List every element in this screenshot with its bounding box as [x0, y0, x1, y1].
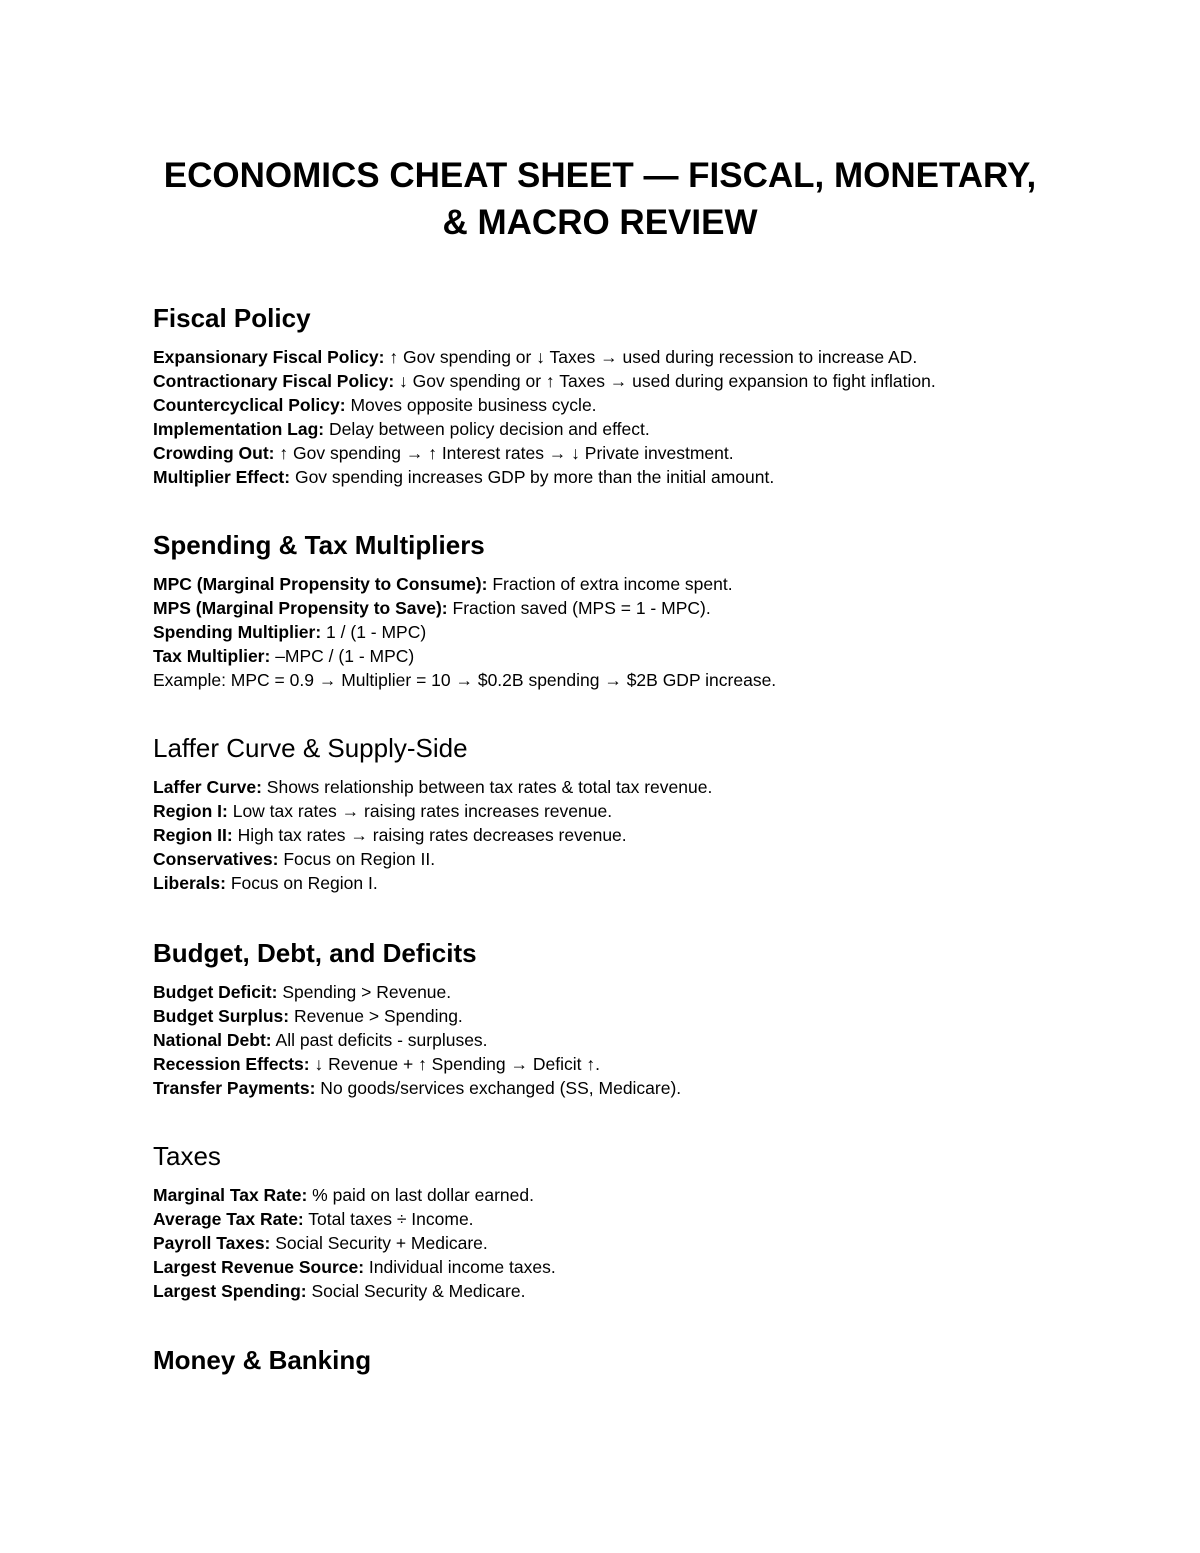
definition: Low tax rates → raising rates increases revenue.	[227, 800, 613, 821]
definition-line	[153, 872, 1113, 896]
section-money-banking	[153, 1344, 1113, 1376]
term: National Debt:	[153, 1029, 272, 1050]
term: Recession Effects:	[153, 1053, 310, 1074]
section-heading: Money & Banking	[153, 1345, 372, 1375]
definition-line	[153, 981, 1113, 1005]
definition-line	[153, 848, 1113, 872]
definition-line	[153, 394, 1113, 418]
definition: Fraction saved (MPS = 1 - MPC).	[447, 597, 711, 618]
term: Crowding Out:	[153, 442, 275, 463]
definition: Shows relationship between tax rates & total tax revenue.	[261, 777, 713, 797]
definition-line	[153, 1053, 1113, 1077]
definition-line	[153, 418, 1113, 442]
term: Implementation Lag:	[153, 418, 325, 439]
title-line-1: ECONOMICS CHEAT SHEET — FISCAL, MONETARY,	[163, 156, 1037, 195]
definition-line	[153, 621, 1113, 645]
term: MPC (Marginal Propensity to Consume):	[153, 574, 488, 594]
definition-line	[153, 370, 1113, 394]
page-title	[100, 152, 1100, 246]
definition: 1 / (1 - MPC)	[321, 621, 427, 642]
definition: % paid on last dollar earned.	[307, 1185, 534, 1205]
term: Expansionary Fiscal Policy:	[153, 347, 385, 367]
term: Region I:	[153, 800, 228, 821]
definition: ↓ Gov spending or ↑ Taxes → used during expansion to fight inflation.	[394, 370, 936, 391]
section-budget-debt-deficits	[153, 937, 1113, 1101]
term: Liberals:	[153, 872, 226, 893]
definition-line	[153, 1256, 1113, 1280]
term: Budget Deficit:	[153, 982, 278, 1002]
definition: Delay between policy decision and effect.	[324, 418, 650, 439]
definition-line	[153, 1208, 1113, 1232]
definition-line	[153, 776, 1113, 800]
section-heading: Laffer Curve & Supply-Side	[153, 733, 468, 763]
definition-line	[153, 346, 1113, 370]
term: Budget Surplus:	[153, 1005, 290, 1026]
term: Countercyclical Policy:	[153, 394, 346, 415]
term: Multiplier Effect:	[153, 466, 291, 487]
example-text: Example: MPC = 0.9 → Multiplier = 10 → $0.2B spending → $2B GDP increase.	[153, 669, 777, 690]
term: Conservatives:	[153, 848, 279, 869]
definition-line	[153, 1280, 1113, 1304]
definition-line	[153, 824, 1113, 848]
section-taxes	[153, 1140, 1113, 1304]
section-heading: Budget, Debt, and Deficits	[153, 938, 477, 968]
definition: No goods/services exchanged (SS, Medicare).	[315, 1077, 682, 1098]
definition-line	[153, 800, 1113, 824]
section-fiscal-policy	[153, 302, 1113, 489]
definition-line	[153, 597, 1113, 621]
term: Laffer Curve:	[153, 777, 262, 797]
definition: Individual income taxes.	[364, 1256, 556, 1277]
example-line	[153, 669, 1113, 693]
definition: Fraction of extra income spent.	[487, 574, 733, 594]
definition-line	[153, 645, 1113, 669]
term: Payroll Taxes:	[153, 1232, 271, 1253]
definition: High tax rates → raising rates decreases revenue.	[232, 824, 627, 845]
definition-line	[153, 466, 1113, 490]
term: Largest Revenue Source:	[153, 1256, 365, 1277]
title-line-2: & MACRO REVIEW	[442, 203, 758, 242]
definition: Moves opposite business cycle.	[345, 394, 597, 415]
term: Marginal Tax Rate:	[153, 1185, 308, 1205]
definition: All past deficits - surpluses.	[271, 1029, 488, 1050]
section-heading: Spending & Tax Multipliers	[153, 530, 485, 560]
term: MPS (Marginal Propensity to Save):	[153, 597, 448, 618]
term: Largest Spending:	[153, 1280, 307, 1301]
term: Average Tax Rate:	[153, 1208, 304, 1229]
definition: Social Security + Medicare.	[270, 1232, 488, 1253]
term: Contractionary Fiscal Policy:	[153, 370, 395, 391]
definition-line	[153, 1184, 1113, 1208]
definition: Revenue > Spending.	[289, 1005, 463, 1026]
definition-line	[153, 442, 1113, 466]
definition-line	[153, 573, 1113, 597]
definition-line	[153, 1232, 1113, 1256]
section-spending-tax-multipliers	[153, 529, 1113, 693]
definition: Social Security & Medicare.	[306, 1280, 526, 1301]
definition-line	[153, 1029, 1113, 1053]
section-laffer-curve	[153, 732, 1113, 896]
definition-line	[153, 1077, 1113, 1101]
definition: ↑ Gov spending or ↓ Taxes → used during recession to increase AD.	[384, 347, 918, 367]
section-heading: Taxes	[153, 1141, 221, 1171]
term: Region II:	[153, 824, 233, 845]
definition: Total taxes ÷ Income.	[303, 1208, 474, 1229]
term: Transfer Payments:	[153, 1077, 316, 1098]
term: Spending Multiplier:	[153, 621, 322, 642]
term: Tax Multiplier:	[153, 645, 271, 666]
definition: Focus on Region I.	[225, 872, 378, 893]
definition: Focus on Region II.	[278, 848, 436, 869]
definition-line	[153, 1005, 1113, 1029]
definition: ↓ Revenue + ↑ Spending → Deficit ↑.	[309, 1053, 600, 1074]
definition: Spending > Revenue.	[277, 982, 452, 1002]
section-heading: Fiscal Policy	[153, 303, 311, 333]
definition: ↑ Gov spending → ↑ Interest rates → ↓ Private investment.	[274, 442, 734, 463]
definition: –MPC / (1 - MPC)	[270, 645, 415, 666]
definition: Gov spending increases GDP by more than the initial amount.	[290, 466, 775, 487]
